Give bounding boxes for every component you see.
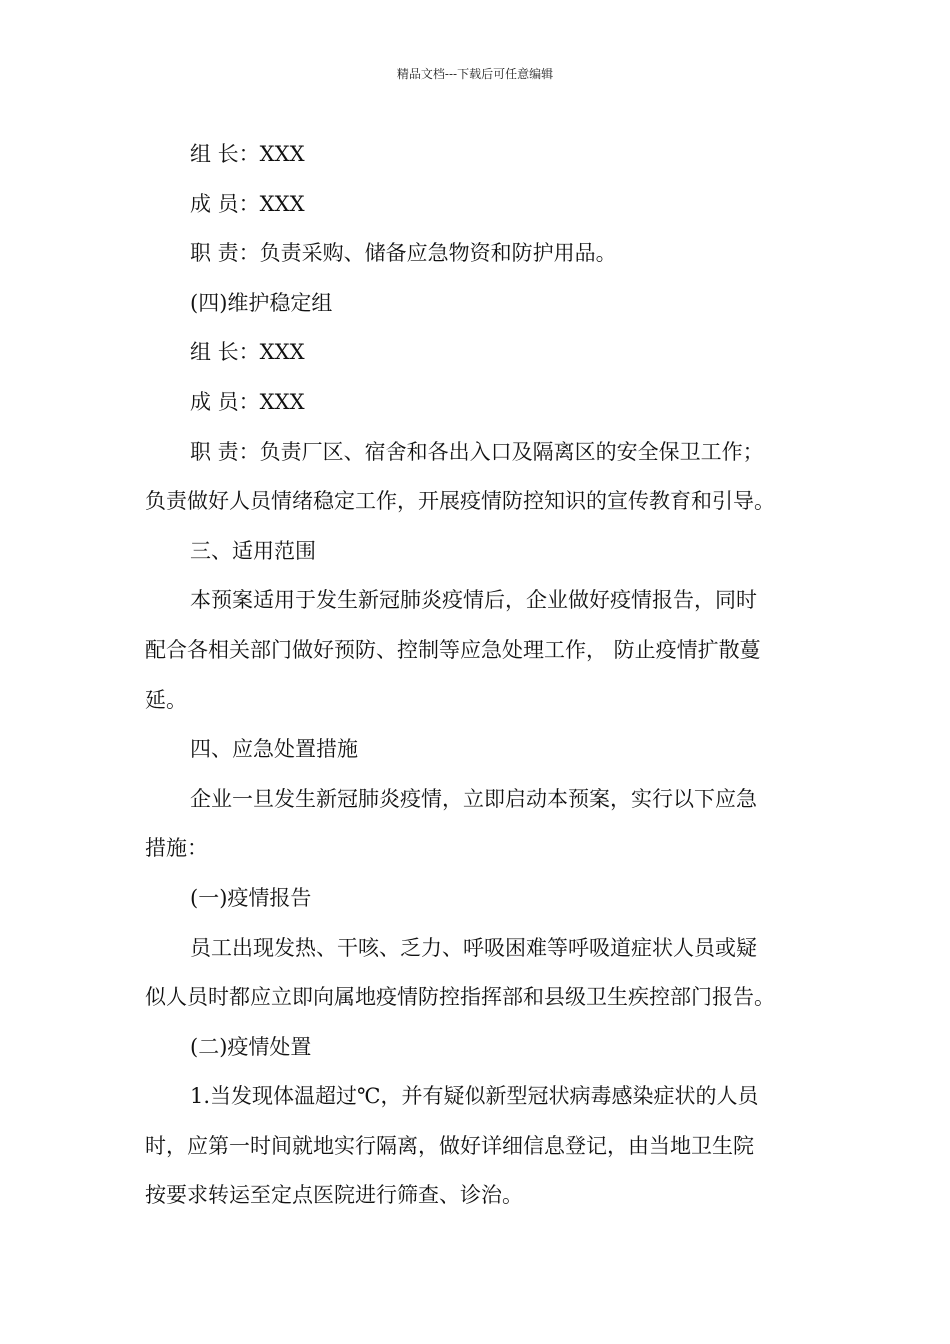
page-header-watermark: 精品文档---下载后可任意编辑	[396, 67, 554, 81]
subsection-heading-reporting: (一)疫情报告	[190, 885, 312, 910]
duties-line-continued: 负责做好人员情绪稳定工作，开展疫情防控知识的宣传教育和引导。	[145, 489, 775, 514]
duties-line: 职 责：负责采购、储备应急物资和防护用品。	[190, 241, 617, 266]
paragraph-line: 企业一旦发生新冠肺炎疫情，立即启动本预案，实行以下应急	[190, 786, 757, 811]
paragraph-line: 时，应第一时间就地实行隔离，做好详细信息登记，由当地卫生院	[145, 1133, 754, 1158]
paragraph-line: 似人员时都应立即向属地疫情防控指挥部和县级卫生疾控部门报告。	[145, 985, 775, 1010]
section-heading-emergency-measures: 四、应急处置措施	[190, 737, 358, 762]
section-heading-stability-group: (四)维护稳定组	[190, 290, 333, 315]
duties-line: 职 责：负责厂区、宿舍和各出入口及隔离区的安全保卫工作；	[190, 439, 764, 464]
subsection-heading-handling: (二)疫情处置	[190, 1034, 312, 1059]
leader-line: 组 长：XXX	[190, 142, 305, 166]
members-line: 成 员：XXX	[190, 389, 305, 414]
paragraph-line: 员工出现发热、干咳、乏力、呼吸困难等呼吸道症状人员或疑	[190, 935, 757, 960]
leader-line: 组 长：XXX	[190, 340, 305, 365]
paragraph-line: 配合各相关部门做好预防、控制等应急处理工作， 防止疫情扩散蔓	[145, 637, 761, 662]
members-line: 成 员：XXX	[190, 191, 305, 216]
paragraph-line: 本预案适用于发生新冠肺炎疫情后，企业做好疫情报告，同时	[190, 588, 757, 613]
paragraph-line: 1.当发现体温超过℃，并有疑似新型冠状病毒感染症状的人员	[190, 1084, 759, 1109]
paragraph-line: 措施：	[145, 836, 208, 861]
paragraph-line: 延。	[145, 687, 187, 712]
section-heading-scope: 三、适用范围	[190, 538, 316, 563]
document-body	[145, 130, 810, 1221]
paragraph-line: 按要求转运至定点医院进行筛查、诊治。	[145, 1183, 523, 1208]
